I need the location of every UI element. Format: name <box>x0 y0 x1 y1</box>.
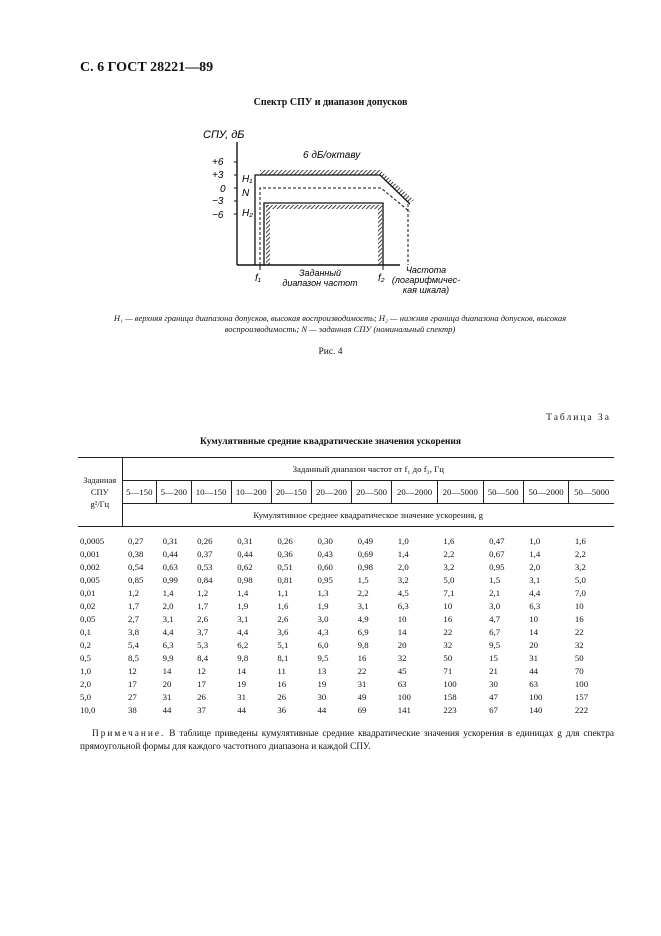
value-cell: 0,43 <box>317 549 333 559</box>
spu-cell: 0,1 <box>80 627 91 637</box>
value-cell: 1,4 <box>529 549 541 559</box>
value-cell: 1,6 <box>443 536 455 546</box>
range-label: Заданный <box>298 268 342 278</box>
table-note <box>80 728 614 754</box>
column-header: 50—2000 <box>523 481 569 504</box>
spu-cell: 0,2 <box>80 640 91 650</box>
table-row <box>78 548 614 561</box>
value-cell: 1,7 <box>128 601 139 611</box>
freq-header: Заданный диапазон частот от f₁ до f₂, Гц <box>122 458 614 481</box>
value-cell: 20 <box>529 640 539 650</box>
value-cell: 4,4 <box>162 627 174 637</box>
value-cell: 5,0 <box>574 575 586 585</box>
value-cell: 0,62 <box>237 562 253 572</box>
table-row <box>78 574 614 587</box>
value-cell: 36 <box>277 705 287 715</box>
value-cell: 38 <box>128 705 137 715</box>
value-cell: 6,7 <box>489 627 501 637</box>
value-cell: 8,1 <box>277 653 289 663</box>
freq-label: (логарифмичес- <box>391 275 461 285</box>
value-cell: 141 <box>397 705 411 715</box>
value-cell: 4,4 <box>529 588 541 598</box>
value-cell: 0,36 <box>277 549 293 559</box>
value-cell: 22 <box>443 627 453 637</box>
sub-header: Кумулятивное среднее квадратическое значение ускорения, g <box>122 504 614 527</box>
table-row <box>78 704 614 717</box>
column-header: 10—200 <box>231 481 271 504</box>
value-cell: 44 <box>317 705 327 715</box>
spu-cell: 1,0 <box>80 666 91 676</box>
value-cell: 3,1 <box>357 601 369 611</box>
value-cell: 100 <box>574 679 589 689</box>
value-cell: 0,38 <box>128 549 144 559</box>
value-cell: 10 <box>574 601 584 611</box>
value-cell: 3,2 <box>397 575 409 585</box>
value-cell: 3,1 <box>237 614 249 624</box>
value-cell: 9,5 <box>489 640 501 650</box>
table-row <box>78 626 614 639</box>
value-cell: 13 <box>317 666 327 676</box>
y-tick-label: −6 <box>212 210 224 221</box>
value-cell: 47 <box>489 692 498 702</box>
column-header: 50—500 <box>483 481 523 504</box>
table-row <box>78 561 614 574</box>
value-cell: 9,8 <box>357 640 369 650</box>
table-row <box>78 678 614 691</box>
value-cell: 26 <box>277 692 287 702</box>
value-cell: 17 <box>128 679 137 689</box>
value-cell: 14 <box>237 666 247 676</box>
value-cell: 3,0 <box>489 601 501 611</box>
spu-cell: 0,5 <box>80 653 91 663</box>
value-cell: 100 <box>529 692 543 702</box>
value-cell: 31 <box>237 692 247 702</box>
value-cell: 7,1 <box>443 588 455 598</box>
freq-label: кая шкала) <box>402 285 450 295</box>
value-cell: 1,7 <box>197 601 209 611</box>
column-header: 20—500 <box>352 481 392 504</box>
value-cell: 1,1 <box>277 588 289 598</box>
column-header: 20—2000 <box>392 481 438 504</box>
value-cell: 0,54 <box>128 562 144 572</box>
column-header: 10—150 <box>191 481 231 504</box>
value-cell: 31 <box>357 679 367 689</box>
value-cell: 22 <box>574 627 584 637</box>
value-cell: 5,1 <box>277 640 289 650</box>
column-header: 50—5000 <box>569 481 614 504</box>
value-cell: 1,4 <box>162 588 174 598</box>
value-cell: 6,3 <box>162 640 174 650</box>
value-cell: 3,8 <box>128 627 139 637</box>
value-cell: 14 <box>529 627 539 637</box>
value-cell: 0,98 <box>237 575 253 585</box>
value-cell: 10 <box>397 614 407 624</box>
value-cell: 15 <box>489 653 498 663</box>
value-cell: 69 <box>357 705 367 715</box>
value-cell: 1,4 <box>237 588 249 598</box>
value-cell: 0,69 <box>357 549 374 559</box>
table-row <box>78 587 614 600</box>
value-cell: 7,0 <box>574 588 586 598</box>
value-cell: 50 <box>443 653 453 663</box>
value-cell: 16 <box>277 679 287 689</box>
value-cell: 3,7 <box>197 627 209 637</box>
value-cell: 0,84 <box>197 575 213 585</box>
value-cell: 5,0 <box>443 575 455 585</box>
spu-cell: 2,0 <box>80 679 91 689</box>
freq-label: Частота <box>405 265 447 275</box>
table-row <box>78 665 614 678</box>
value-cell: 3,6 <box>277 627 289 637</box>
value-cell: 31 <box>162 692 172 702</box>
value-cell: 31 <box>529 653 539 663</box>
value-cell: 0,44 <box>237 549 253 559</box>
value-cell: 50 <box>574 653 584 663</box>
spu-cell: 0,001 <box>80 549 100 559</box>
column-header: 5—200 <box>157 481 192 504</box>
value-cell: 0,85 <box>128 575 144 585</box>
h1-hatch <box>260 170 380 175</box>
figure-caption: H₁ — верхняя граница диапазона допусков, высокая воспроизводимость; H₂ — нижняя граница диапазона допусков, высокая воспроизводимость; N — заданная СПУ (номинальный спектр) <box>113 313 567 334</box>
value-cell: 63 <box>397 679 407 689</box>
value-cell: 32 <box>574 640 584 650</box>
value-cell: 0,95 <box>489 562 505 572</box>
value-cell: 44 <box>237 705 247 715</box>
value-cell: 6,3 <box>529 601 541 611</box>
value-cell: 0,30 <box>317 536 333 546</box>
value-cell: 0,67 <box>489 549 505 559</box>
value-cell: 17 <box>197 679 206 689</box>
spu-cell: 5,0 <box>80 692 91 702</box>
value-cell: 14 <box>162 666 172 676</box>
value-cell: 19 <box>317 679 327 689</box>
h2-line <box>264 203 383 265</box>
n-label: N <box>242 188 250 199</box>
h2-label: H₂ <box>242 208 254 219</box>
value-cell: 4,5 <box>397 588 409 598</box>
value-cell: 3,1 <box>529 575 541 585</box>
value-cell: 4,3 <box>317 627 329 637</box>
value-cell: 16 <box>357 653 367 663</box>
value-cell: 32 <box>397 653 407 663</box>
value-cell: 8,5 <box>128 653 139 663</box>
value-cell: 0,51 <box>277 562 293 572</box>
spu-cell: 10,0 <box>80 705 96 715</box>
value-cell: 3,1 <box>162 614 174 624</box>
value-cell: 10 <box>443 601 453 611</box>
value-cell: 100 <box>443 679 457 689</box>
value-cell: 16 <box>443 614 453 624</box>
value-cell: 1,0 <box>397 536 409 546</box>
value-cell: 6,0 <box>317 640 329 650</box>
value-cell: 2,2 <box>357 588 369 598</box>
value-cell: 2,2 <box>574 549 586 559</box>
value-cell: 30 <box>317 692 327 702</box>
spu-cell: 0,05 <box>80 614 96 624</box>
value-cell: 2,0 <box>162 601 174 611</box>
value-cell: 2,6 <box>197 614 209 624</box>
y-tick-label: +6 <box>212 157 224 168</box>
value-cell: 1,2 <box>128 588 139 598</box>
value-cell: 0,47 <box>489 536 505 546</box>
value-cell: 12 <box>128 666 137 676</box>
spu-cell: 0,01 <box>80 588 96 598</box>
value-cell: 2,2 <box>443 549 455 559</box>
value-cell: 1,3 <box>317 588 329 598</box>
table-row <box>78 652 614 665</box>
table-row <box>78 600 614 613</box>
value-cell: 9,8 <box>237 653 249 663</box>
value-cell: 2,7 <box>128 614 139 624</box>
value-cell: 6,3 <box>397 601 409 611</box>
value-cell: 5,3 <box>197 640 209 650</box>
value-cell: 140 <box>529 705 543 715</box>
value-cell: 1,9 <box>237 601 249 611</box>
value-cell: 49 <box>357 692 367 702</box>
slope-label: 6 дБ/октаву <box>303 150 361 161</box>
value-cell: 0,49 <box>357 536 374 546</box>
f2-label: f₂ <box>378 273 385 284</box>
value-cell: 223 <box>443 705 457 715</box>
column-header: 20—5000 <box>437 481 483 504</box>
table-label: Таблица 3а <box>546 413 611 423</box>
value-cell: 22 <box>357 666 367 676</box>
table-row <box>78 613 614 626</box>
value-cell: 21 <box>489 666 498 676</box>
column-header: 5—150 <box>122 481 157 504</box>
value-cell: 3,2 <box>443 562 455 572</box>
value-cell: 11 <box>277 666 286 676</box>
value-cell: 44 <box>529 666 539 676</box>
value-cell: 16 <box>574 614 584 624</box>
value-cell: 12 <box>197 666 206 676</box>
h2-hatch <box>266 205 378 209</box>
note-text: В таблице приведены кумулятивные средние квадратические значения ускорения в единицах g для спектра прямоугольной формы для каждого частотного диапазона и каждой СПУ. <box>80 729 614 752</box>
value-cell: 3,2 <box>574 562 586 572</box>
value-cell: 2,0 <box>529 562 541 572</box>
value-cell: 1,0 <box>529 536 541 546</box>
value-cell: 27 <box>128 692 137 702</box>
value-cell: 8,4 <box>197 653 209 663</box>
value-cell: 0,98 <box>357 562 374 572</box>
value-cell: 0,31 <box>162 536 178 546</box>
value-cell: 67 <box>489 705 498 715</box>
value-cell: 0,81 <box>277 575 293 585</box>
value-cell: 1,2 <box>197 588 209 598</box>
value-cell: 5,4 <box>128 640 139 650</box>
row-header: Заданная СПУ g²/Гц <box>78 458 122 527</box>
table-row <box>78 639 614 652</box>
value-cell: 2,1 <box>489 588 501 598</box>
column-header: 20—150 <box>271 481 311 504</box>
value-cell: 158 <box>443 692 457 702</box>
value-cell: 1,9 <box>317 601 329 611</box>
value-cell: 9,9 <box>162 653 174 663</box>
table-row <box>78 691 614 704</box>
table-title: Кумулятивные средние квадратические значения ускорения <box>199 437 461 447</box>
table-row <box>78 527 614 549</box>
y-tick-label: +3 <box>212 170 224 181</box>
value-cell: 0,26 <box>277 536 293 546</box>
value-cell: 1,5 <box>489 575 501 585</box>
value-cell: 44 <box>162 705 172 715</box>
value-cell: 9,5 <box>317 653 329 663</box>
value-cell: 0,95 <box>317 575 333 585</box>
note-lead: Примечание. <box>92 729 166 739</box>
value-cell: 2,6 <box>277 614 289 624</box>
value-cell: 0,44 <box>162 549 178 559</box>
value-cell: 32 <box>443 640 453 650</box>
value-cell: 14 <box>397 627 407 637</box>
spu-cell: 0,02 <box>80 601 96 611</box>
column-header: 20—200 <box>312 481 352 504</box>
value-cell: 30 <box>489 679 498 689</box>
spu-cell: 0,002 <box>80 562 100 572</box>
value-cell: 0,53 <box>197 562 213 572</box>
data-table <box>78 457 614 717</box>
value-cell: 4,9 <box>357 614 369 624</box>
value-cell: 26 <box>197 692 206 702</box>
spu-cell: 0,0005 <box>80 536 105 546</box>
value-cell: 63 <box>529 679 539 689</box>
nominal-line <box>260 188 410 265</box>
value-cell: 10 <box>529 614 539 624</box>
value-cell: 222 <box>574 705 589 715</box>
value-cell: 0,27 <box>128 536 144 546</box>
spectrum-diagram <box>200 120 461 300</box>
range-label: диапазон частот <box>282 278 358 288</box>
value-cell: 1,5 <box>357 575 369 585</box>
value-cell: 4,4 <box>237 627 249 637</box>
value-cell: 0,31 <box>237 536 253 546</box>
value-cell: 4,7 <box>489 614 501 624</box>
value-cell: 37 <box>197 705 206 715</box>
value-cell: 3,0 <box>317 614 329 624</box>
value-cell: 1,6 <box>277 601 289 611</box>
value-cell: 2,0 <box>397 562 409 572</box>
value-cell: 71 <box>443 666 453 676</box>
value-cell: 6,2 <box>237 640 249 650</box>
value-cell: 0,63 <box>162 562 178 572</box>
value-cell: 6,9 <box>357 627 369 637</box>
value-cell: 70 <box>574 666 584 676</box>
value-cell: 20 <box>162 679 172 689</box>
spu-cell: 0,005 <box>80 575 100 585</box>
value-cell: 0,26 <box>197 536 213 546</box>
y-tick-label: −3 <box>212 196 224 207</box>
value-cell: 45 <box>397 666 407 676</box>
f1-label: f₁ <box>255 273 261 284</box>
value-cell: 0,99 <box>162 575 178 585</box>
value-cell: 0,60 <box>317 562 333 572</box>
figure-label: Рис. 4 <box>318 347 343 357</box>
value-cell: 19 <box>237 679 247 689</box>
y-tick-label: 0 <box>220 184 226 195</box>
value-cell: 1,6 <box>574 536 586 546</box>
value-cell: 100 <box>397 692 411 702</box>
figure-title: Спектр СПУ и диапазон допусков <box>253 97 408 108</box>
value-cell: 1,4 <box>397 549 409 559</box>
y-axis-label: СПУ, дБ <box>203 129 245 141</box>
h1-label: H₁ <box>242 174 253 185</box>
value-cell: 0,37 <box>197 549 213 559</box>
value-cell: 157 <box>574 692 589 702</box>
value-cell: 20 <box>397 640 407 650</box>
page-header: С. 6 ГОСТ 28221—89 <box>80 60 214 75</box>
